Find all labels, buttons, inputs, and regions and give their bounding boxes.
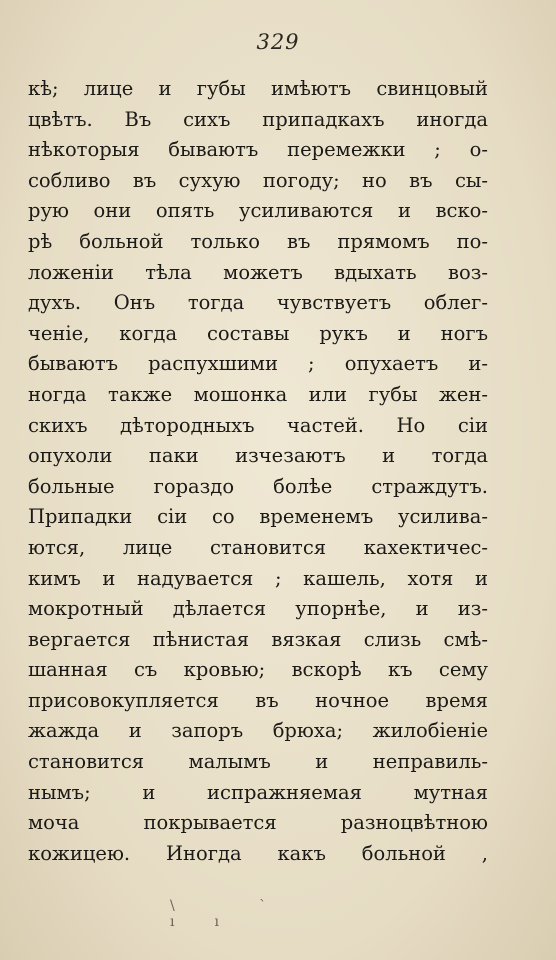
- text-line-22: жажда и запоръ брюха; жилобiенiе: [28, 719, 488, 743]
- text-line-15: Припадки сiи со временемъ усилива-: [28, 505, 488, 529]
- footer-marks: \ ` ıı: [170, 898, 307, 930]
- text-line-3: нѣкоторыя бываютъ перемежки ; о-: [28, 138, 488, 162]
- text-line-17: кимъ и надувается ; кашель, хотя и: [28, 566, 488, 590]
- text-line-10: бываютъ распухшими ; опухаетъ и-: [28, 352, 488, 376]
- text-line-7: ложенiи тѣла можетъ вдыхать воз-: [28, 260, 488, 284]
- text-line-4: собливо въ сухую погоду; но въ сы-: [28, 168, 488, 192]
- text-line-25: моча покрывается разноцвѣтною: [28, 811, 488, 835]
- text-line-13: опухоли паки изчезаютъ и тогда: [28, 444, 488, 468]
- text-line-11: ногда также мошонка или губы жен-: [28, 382, 488, 406]
- text-line-8: духъ. Онъ тогда чувствуетъ облег-: [28, 291, 488, 315]
- text-line-6: рѣ больной только въ прямомъ по-: [28, 229, 488, 253]
- text-line-12: скихъ дѣтородныхъ частей. Но сiи: [28, 413, 488, 437]
- body-text: [28, 74, 488, 869]
- text-line-16: ются, лице становится кахектичес-: [28, 535, 488, 559]
- text-line-5: рую они опять усиливаются и вско-: [28, 199, 488, 223]
- text-line-14: больные гораздо болѣе страждутъ.: [28, 474, 488, 498]
- text-line-1: кѣ; лице и губы имѣютъ свинцовый: [28, 77, 488, 100]
- text-line-23: становится малымъ и неправиль-: [28, 750, 488, 774]
- text-line-2: цвѣтъ. Въ сихъ припадкахъ иногда: [28, 107, 488, 131]
- text-line-26: кожицею. Иногда какъ больной ,: [28, 841, 488, 865]
- page-number: 329: [256, 30, 300, 54]
- text-line-24: нымъ; и испражняемая мутная: [28, 780, 488, 804]
- text-line-9: ченiе, когда составы рукъ и ногъ: [28, 321, 488, 345]
- text-line-18: мокротный дѣлается упорнѣе, и из-: [28, 597, 488, 621]
- text-line-21: присовокупляется въ ночное время: [28, 688, 488, 712]
- text-line-19: вергается пѣнистая вязкая слизь смѣ-: [28, 627, 488, 651]
- text-line-20: шанная съ кровью; вскорѣ къ сему: [28, 658, 488, 682]
